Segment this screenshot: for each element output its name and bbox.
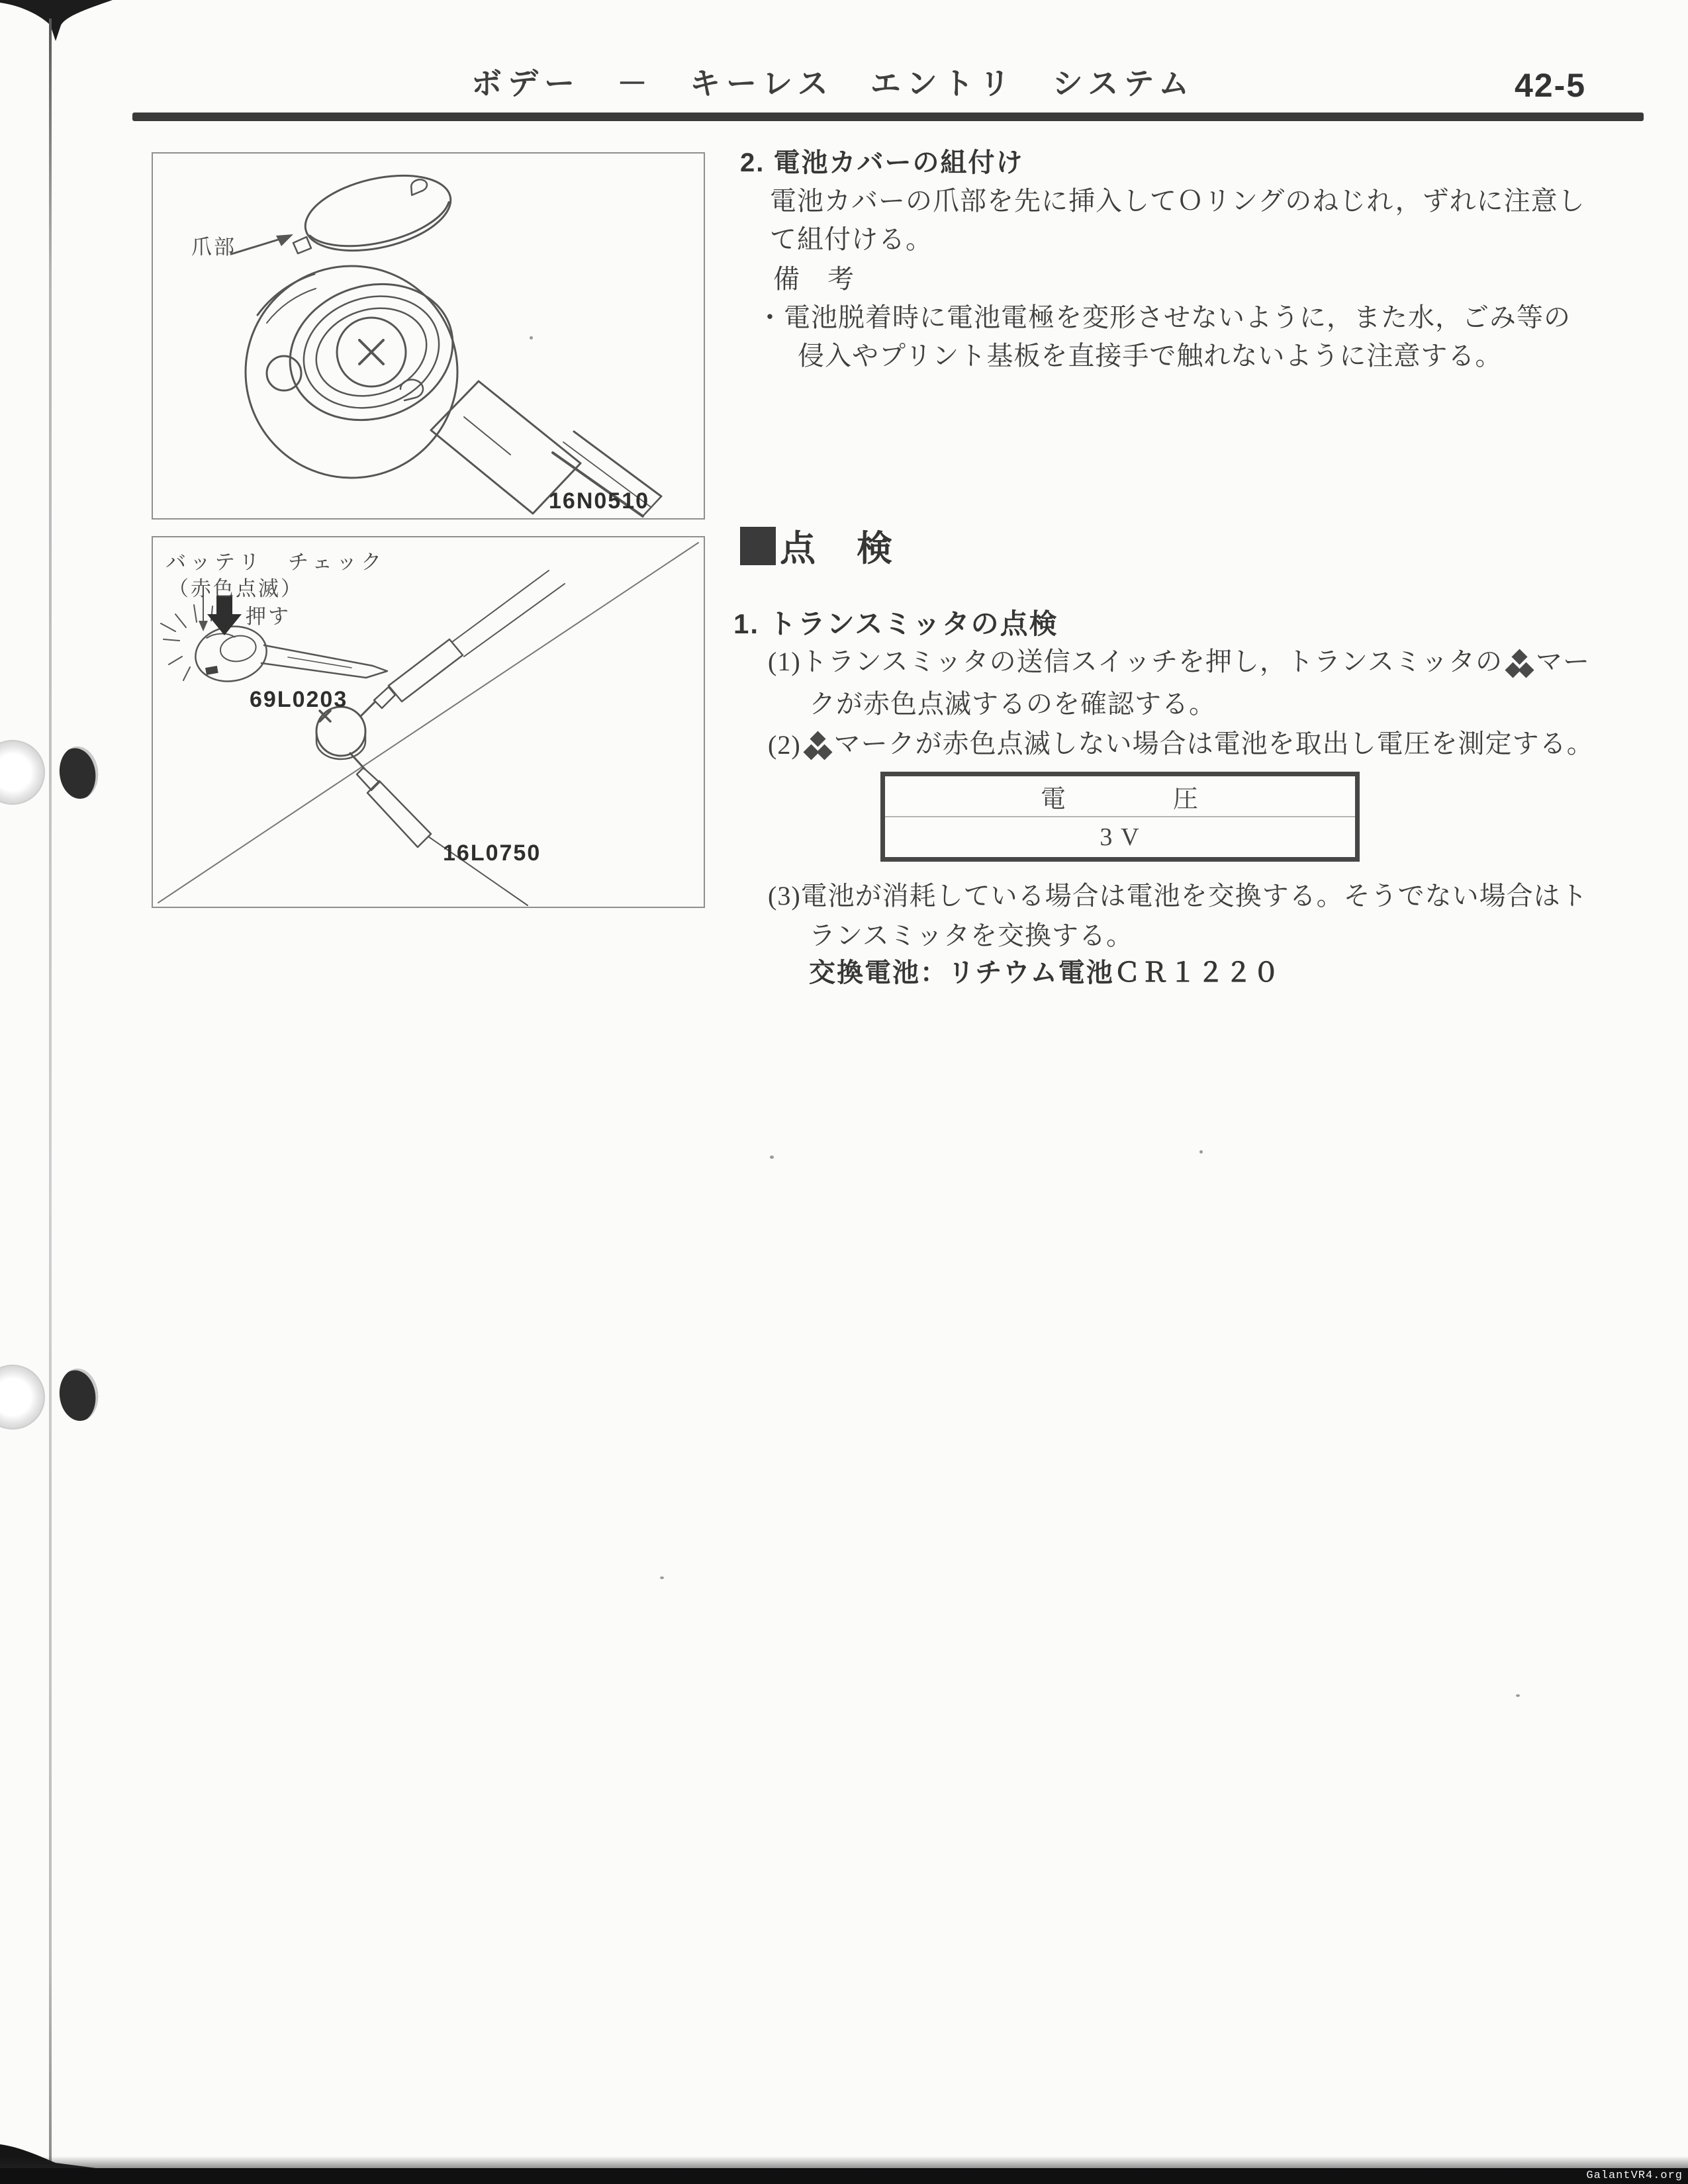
voltage-table-value: 3 V — [1100, 823, 1141, 851]
battery-cover-drawing — [298, 163, 458, 263]
flash-starburst — [161, 605, 212, 680]
assembly-body-line1: 電池カバーの爪部を先に挿入してＯリングのねじれ，ずれに注意し — [770, 186, 1585, 216]
claw-label: 爪部 — [191, 236, 236, 259]
page-crease-line — [49, 19, 52, 2169]
voltage-table-header: 電 圧 — [1040, 785, 1199, 813]
keyfob-exploded-drawing — [153, 154, 704, 518]
tester-probe-top — [361, 570, 565, 716]
scan-top-left-wedge — [0, 0, 132, 46]
inspection-heading-text: 点 検 — [780, 529, 895, 569]
push-label: 押す — [246, 605, 291, 628]
step3-line2: ランスミッタを交換する。 — [809, 921, 1133, 950]
step2-line — [768, 723, 1594, 760]
push-arrow — [207, 596, 242, 635]
note-label: 備 考 — [773, 264, 855, 294]
note-line1: ・電池脱着時に電池電極を変形させないように，また水，ごみ等の — [757, 302, 1571, 332]
claw-tab — [293, 237, 311, 253]
step1-text-after-mark: マー — [1536, 647, 1591, 676]
punch-hole-top — [57, 745, 101, 801]
page-number: 42-5 — [1515, 67, 1587, 104]
coin-battery-drawing — [316, 707, 365, 759]
section-square-bullet — [740, 527, 776, 565]
header-rule — [132, 113, 1644, 121]
figure-battery-cover — [152, 152, 705, 520]
step3-line1: (3)電池が消耗している場合は電池を交換する。そうでない場合はト — [768, 881, 1588, 911]
mitsubishi-logo-icon — [802, 731, 833, 760]
voltage-table — [880, 772, 1360, 862]
dust-speck — [660, 1576, 664, 1579]
led-window — [267, 356, 301, 390]
scan-bottom-smudge — [0, 2156, 1688, 2169]
binder-ring-top — [0, 740, 45, 805]
page-title: ボデー － キーレス エントリ システム — [471, 66, 1196, 101]
battery-check-label: バッテリ チェック — [165, 551, 386, 574]
assembly-body-line2: て組付ける。 — [770, 224, 933, 254]
assembly-heading: 2. 電池カバーの組付け — [740, 148, 1024, 177]
tester-probe-bottom — [350, 753, 528, 905]
scan-bottom-bar — [0, 2168, 1688, 2184]
note-line2: 侵入やプリント基板を直接手で触れないように注意する。 — [798, 341, 1503, 371]
dust-speck — [1199, 1150, 1203, 1154]
step1-line1 — [768, 641, 1590, 678]
figure2-code: 16L0750 — [443, 841, 541, 866]
step1-text-before-mark: (1)トランスミッタの送信スイッチを押し，トランスミッタの — [768, 647, 1503, 676]
transmitter-check-subheading: 1. トランスミッタの点検 — [733, 608, 1058, 639]
punch-hole-bottom — [57, 1367, 101, 1423]
key-drawing — [191, 621, 387, 687]
red-blink-label: （赤色点滅） — [168, 577, 303, 600]
dust-speck — [770, 1156, 774, 1159]
binder-ring-bottom — [0, 1365, 45, 1430]
mitsubishi-logo-icon — [1504, 649, 1534, 678]
claw-pointer-arrow — [231, 234, 293, 254]
replacement-battery-spec: 交換電池：リチウム電池ＣＲ１２２０ — [809, 958, 1281, 987]
step2-prefix: (2) — [768, 730, 801, 760]
dust-speck — [1516, 1694, 1520, 1697]
step1-line2: クが赤色点滅するのを確認する。 — [809, 689, 1216, 719]
figure-transmitter-check — [152, 536, 705, 908]
inspection-heading — [740, 520, 895, 571]
step2-text-after-mark: マークが赤色点滅しない場合は電池を取出し電圧を測定する。 — [833, 729, 1594, 758]
figure1-code: 16N0510 — [549, 488, 650, 514]
figure2-key-code: 69L0203 — [250, 687, 348, 712]
fob-body-drawing — [246, 263, 471, 478]
watermark: GalantVR4.org — [1586, 2169, 1683, 2182]
